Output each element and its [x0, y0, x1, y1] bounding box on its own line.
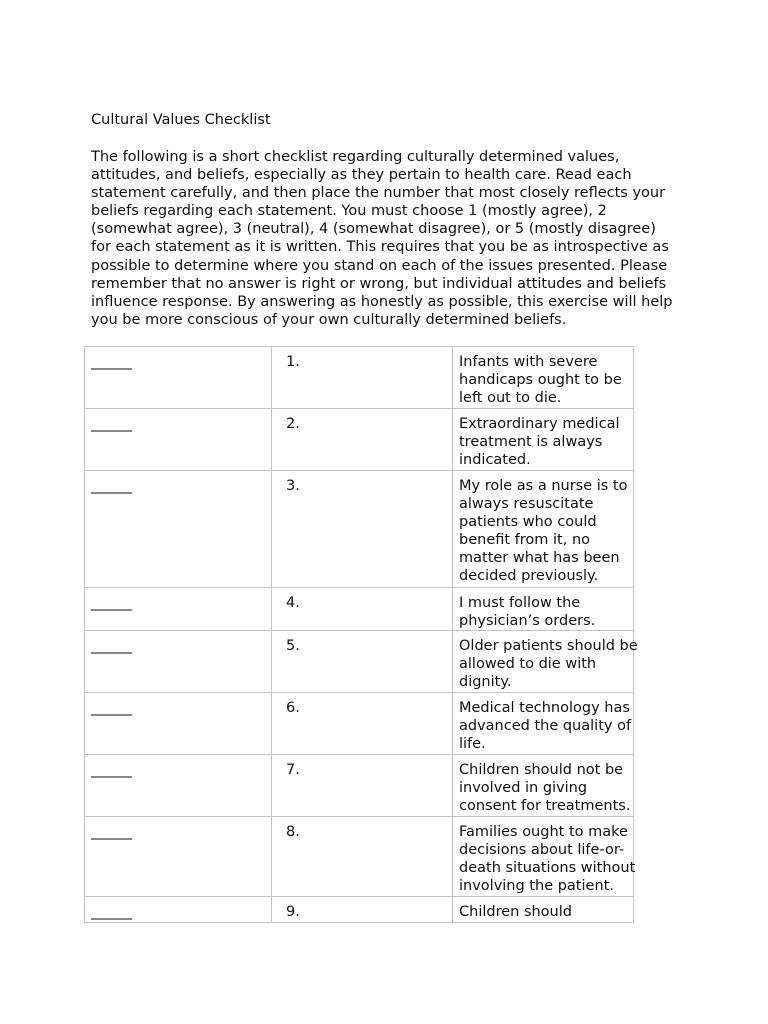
statement-line: Families ought to make [459, 824, 628, 841]
answer-cell[interactable] [85, 817, 272, 897]
item-number: 9. [286, 904, 300, 921]
item-number: 7. [286, 762, 300, 779]
answer-cell[interactable] [85, 631, 272, 693]
document-title: Cultural Values Checklist [91, 112, 271, 128]
answer-blank[interactable]: ______ [91, 824, 132, 841]
statement-line: consent for treatments. [459, 798, 631, 815]
statement-line: handicaps ought to be [459, 372, 622, 389]
table-row [85, 588, 634, 631]
item-number: 8. [286, 824, 300, 841]
number-cell [272, 471, 453, 588]
statement-line: Children should [459, 904, 572, 921]
statement-line: involved in giving [459, 780, 588, 797]
intro-line: (somewhat agree), 3 (neutral), 4 (somewhat disagree), or 5 (mostly disagree) [91, 221, 656, 238]
statement-line: Extraordinary medical [459, 416, 620, 432]
statement-cell [453, 897, 634, 923]
statement-line: matter what has been [459, 550, 620, 567]
item-number: 3. [286, 478, 300, 494]
statement-line: Children should not be [459, 762, 624, 779]
number-cell [272, 347, 453, 409]
intro-line: statement carefully, and then place the number that most closely reflects your [91, 185, 666, 202]
table-row [85, 471, 634, 588]
intro-paragraph [91, 148, 701, 329]
statement-line: benefit from it, no [459, 532, 591, 549]
statement-cell [453, 631, 638, 693]
answer-cell[interactable] [85, 588, 272, 631]
answer-blank[interactable]: ______ [91, 416, 132, 432]
statement-cell [453, 817, 634, 897]
statement-line: patients who could [459, 514, 597, 531]
statement-text [453, 471, 633, 586]
number-cell [272, 631, 453, 693]
statement-line: death situations without [459, 860, 636, 877]
table-row [85, 409, 634, 471]
statement-cell [453, 693, 634, 755]
intro-line: you be more conscious of your own culturally determined beliefs. [91, 311, 567, 328]
statement-text [453, 817, 636, 895]
number-cell [272, 409, 453, 471]
table-row [85, 347, 634, 409]
statement-line: physician’s orders. [459, 613, 596, 630]
table-row [85, 693, 634, 755]
statement-line: I must follow the [459, 595, 581, 611]
statement-text [453, 588, 633, 630]
statement-line: Medical technology has [459, 700, 630, 717]
answer-blank[interactable]: ______ [91, 595, 132, 611]
answer-blank[interactable]: ______ [91, 354, 132, 370]
statement-line: indicated. [459, 452, 531, 469]
intro-line: for each statement as it is written. This requires that you be as introspective as [91, 239, 669, 256]
item-number: 6. [286, 700, 300, 717]
intro-line: remember that no answer is right or wrong, but individual attitudes and beliefs [91, 275, 667, 292]
answer-cell[interactable] [85, 897, 272, 923]
intro-line: possible to determine where you stand on each of the issues presented. Please [91, 257, 668, 274]
number-cell [272, 588, 453, 631]
item-number: 1. [286, 354, 300, 370]
statement-cell [453, 755, 634, 817]
statement-line: life. [459, 736, 486, 753]
statement-text [453, 693, 633, 753]
statement-text [453, 409, 633, 469]
table-row [85, 897, 634, 923]
item-number: 4. [286, 595, 300, 611]
statement-text [453, 631, 638, 691]
statement-line: My role as a nurse is to [459, 478, 628, 494]
answer-cell[interactable] [85, 471, 272, 588]
statement-text [453, 347, 633, 407]
statement-line: treatment is always [459, 434, 603, 451]
answer-blank[interactable]: ______ [91, 762, 132, 779]
statement-line: involving the patient. [459, 878, 614, 895]
statement-line: decided previously. [459, 568, 599, 585]
number-cell [272, 755, 453, 817]
answer-blank[interactable]: ______ [91, 638, 132, 655]
answer-cell[interactable] [85, 755, 272, 817]
number-cell [272, 897, 453, 923]
table-row [85, 755, 634, 817]
answer-cell[interactable] [85, 347, 272, 409]
statement-text [453, 897, 633, 921]
item-number: 2. [286, 416, 300, 432]
answer-blank[interactable]: ______ [91, 904, 132, 921]
statement-line: dignity. [459, 674, 512, 691]
answer-cell[interactable] [85, 409, 272, 471]
table-row [85, 817, 634, 897]
statement-text [453, 755, 633, 815]
number-cell [272, 693, 453, 755]
statement-line: decisions about life-or- [459, 842, 625, 859]
answer-blank[interactable]: ______ [91, 478, 132, 494]
intro-line: influence response. By answering as honestly as possible, this exercise will help [91, 293, 673, 310]
checklist-table [84, 346, 638, 923]
statement-cell [453, 588, 634, 631]
intro-line: attitudes, and beliefs, especially as they pertain to health care. Read each [91, 167, 632, 184]
statement-line: allowed to die with [459, 656, 597, 673]
statement-cell [453, 471, 634, 588]
statement-line: left out to die. [459, 390, 562, 407]
statement-cell [453, 409, 634, 471]
statement-cell [453, 347, 634, 409]
statement-line: advanced the quality of [459, 718, 632, 735]
intro-line: beliefs regarding each statement. You must choose 1 (mostly agree), 2 [91, 203, 607, 220]
item-number: 5. [286, 638, 300, 655]
table-row [85, 631, 634, 693]
statement-line: Older patients should be [459, 638, 638, 655]
statement-line: Infants with severe [459, 354, 598, 370]
number-cell [272, 817, 453, 897]
statement-line: always resuscitate [459, 496, 594, 513]
intro-line: The following is a short checklist regarding culturally determined values, [91, 149, 620, 165]
answer-blank[interactable]: ______ [91, 700, 132, 717]
answer-cell[interactable] [85, 693, 272, 755]
